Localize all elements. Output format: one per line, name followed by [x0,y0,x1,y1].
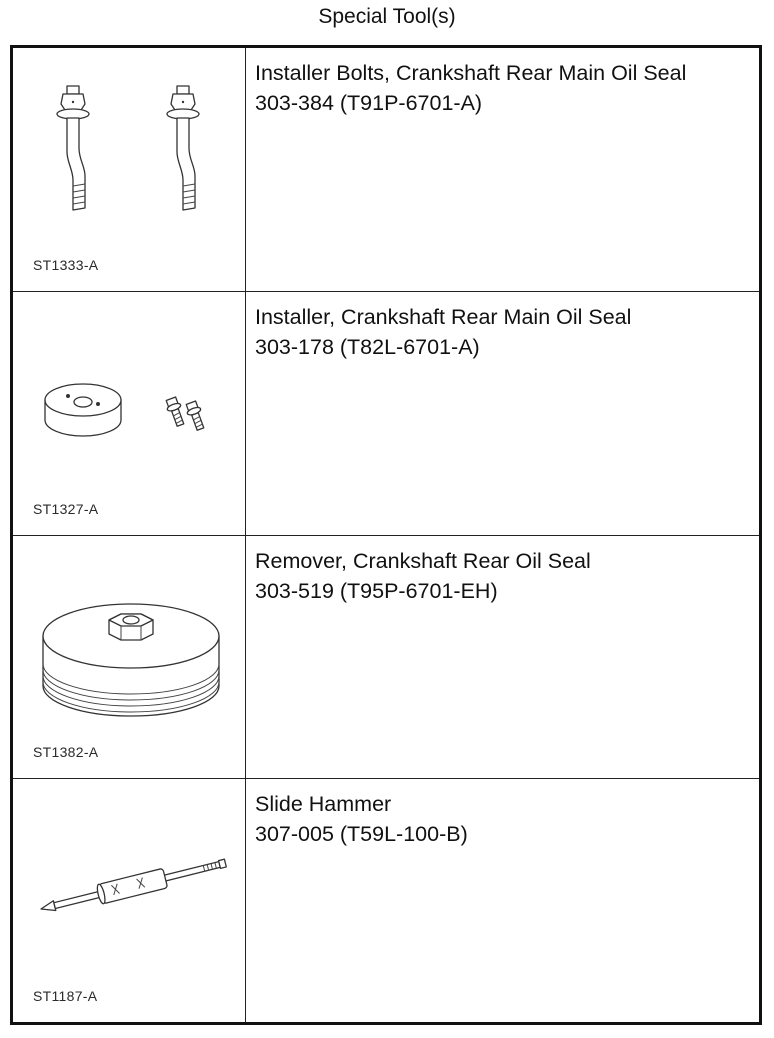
tool-number: 307-005 (T59L-100-B) [255,822,468,847]
tool-number: 303-384 (T91P-6701-A) [255,91,483,115]
tool-name: Remover, Crankshaft Rear Oil Seal [255,548,591,573]
page-title: Special Tool(s) [318,5,456,28]
slide-hammer-icon [13,779,246,984]
tool-number: 303-178 (T82L-6701-A) [255,334,480,359]
tool-code: ST1333-A [33,256,99,273]
tool-name: Installer, Crankshaft Rear Main Oil Seal [255,304,632,329]
tool-number: 303-519 (T95P-6701-EH) [255,578,498,603]
seal-remover-icon [13,536,246,741]
tool-name: Installer Bolts, Crankshaft Rear Main Oil Seal [255,61,687,85]
tool-name: Slide Hammer [255,792,392,817]
special-tools-table [10,45,762,1025]
table-row [13,292,759,536]
tool-description-cell [246,536,759,779]
seal-installer-icon [13,292,246,497]
tool-description-cell [246,48,759,291]
table-row [13,48,759,292]
tool-image-cell [13,292,246,535]
tool-image-cell [13,779,246,1022]
tool-image-cell [13,48,246,291]
tool-image-cell [13,536,246,779]
tool-code: ST1187-A [33,988,98,1004]
installer-bolts-icon [13,48,246,253]
table-row [13,536,759,780]
tool-code: ST1382-A [33,744,99,761]
tool-description-cell [246,779,759,1022]
tool-description-cell [246,292,759,535]
tool-code: ST1327-A [33,500,99,517]
table-row [13,779,759,1022]
